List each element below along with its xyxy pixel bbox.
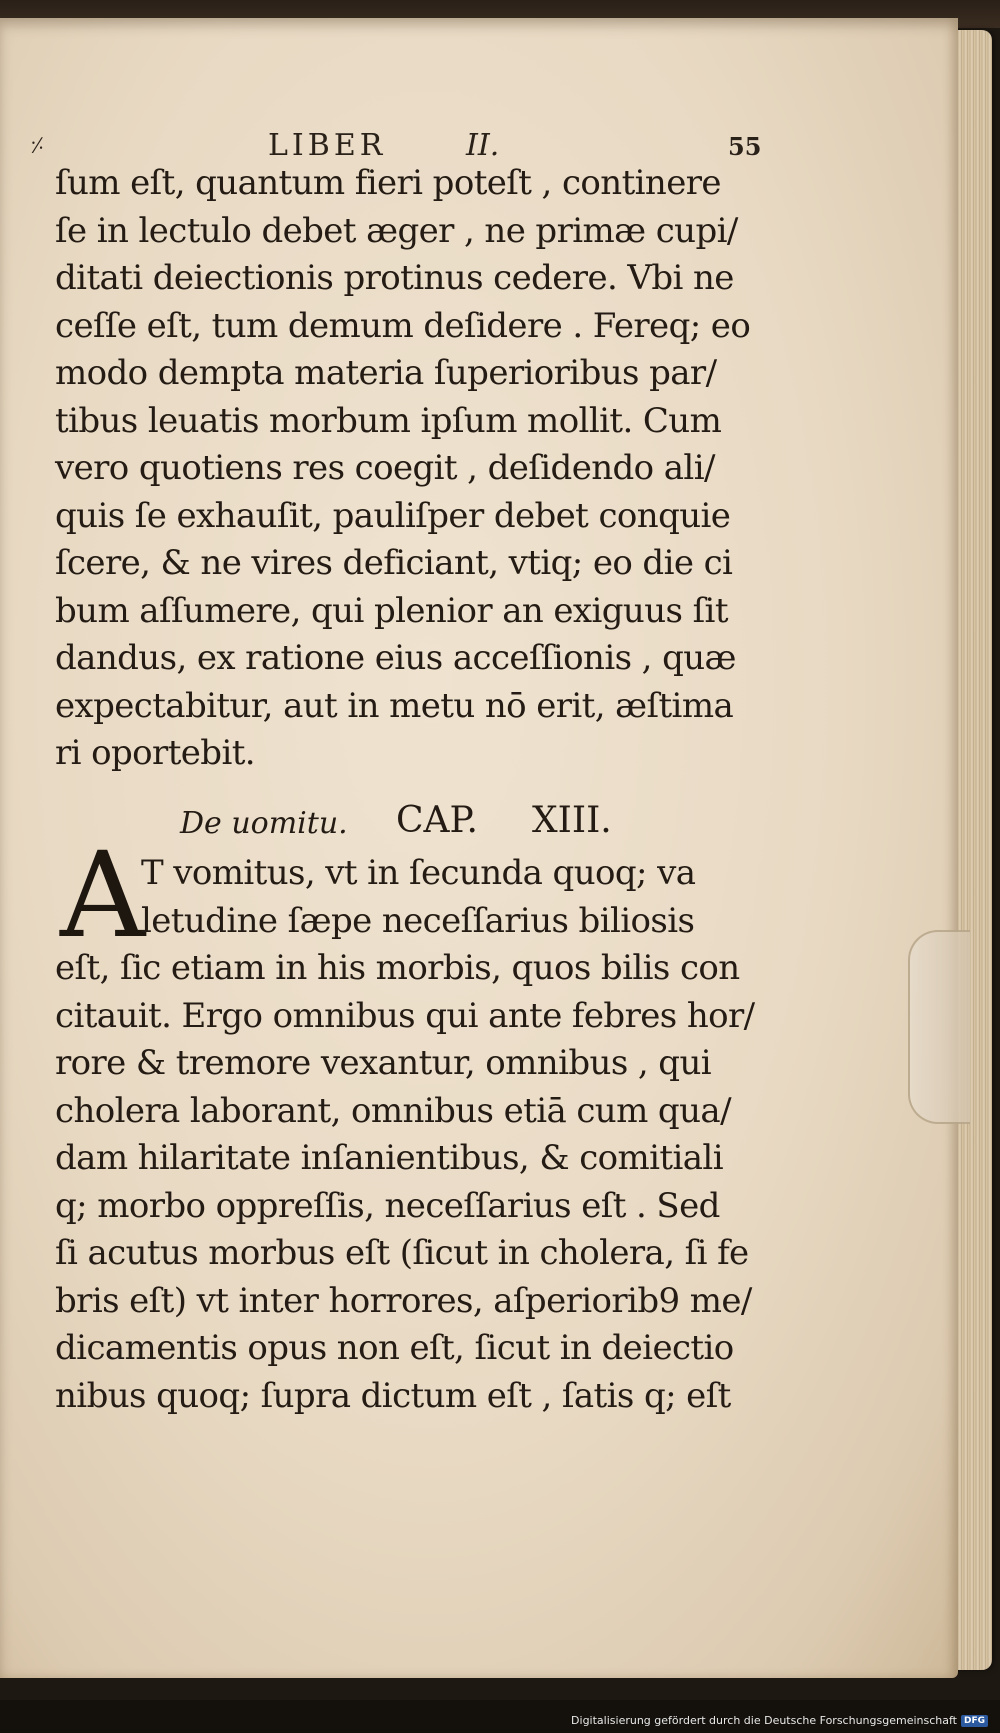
text-line: citauit. Ergo omnibus qui ante febres hor/ — [55, 995, 755, 1036]
drop-cap: A — [60, 826, 146, 964]
text-line: bris eſt) vt inter horrores, aſperiorib9 me/ — [55, 1280, 752, 1321]
running-title: LIBER — [268, 128, 387, 163]
text-line: expectabitur, aut in metu nō erit, æſtima — [55, 685, 734, 726]
text-line: rore & tremore vexantur, omnibus , qui — [55, 1043, 712, 1083]
text-line: dandus, ex ratione eius acceſſionis , quæ — [55, 638, 736, 678]
chapter-label: CAP. — [396, 800, 478, 841]
text-line: letudine ſæpe neceſſarius biliosis — [141, 900, 695, 941]
paragraph-1 — [55, 160, 765, 778]
header-mark: ⸓ — [30, 134, 45, 159]
page-tab — [908, 930, 970, 1124]
text-line: cholera laborant, omnibus etiā cum qua/ — [55, 1090, 731, 1131]
footer-bar — [0, 1700, 1000, 1733]
paragraph-2 — [55, 850, 765, 1420]
text-line: ſi acutus morbus eſt (ſicut in cholera, ſi fe — [55, 1233, 749, 1273]
digitization-credit — [571, 1714, 988, 1727]
text-line: bum aſſumere, qui plenior an exiguus ſit — [55, 590, 728, 631]
text-line: quis ſe exhauſit, pauliſper debet conquie — [55, 495, 731, 536]
chapter-topic: De uomitu. — [180, 806, 348, 841]
text-line: ſe in lectulo debet æger , ne primæ cupi/ — [55, 210, 738, 251]
dfg-logo: DFG — [961, 1715, 988, 1727]
folio-number: 55 — [728, 132, 762, 161]
text-line: ceſſe eſt, tum demum deſidere . Fereq; eo — [55, 305, 751, 346]
text-line: nibus quoq; ſupra dictum eſt , ſatis q; eſt — [55, 1375, 731, 1416]
text-line: vero quotiens res coegit , deſidendo ali/ — [55, 448, 715, 488]
credit-text: Digitalisierung gefördert durch die Deutsche Forschungsgemeinschaft — [571, 1714, 957, 1727]
text-line: ſum eſt, quantum fieri poteſt , continere — [55, 163, 721, 203]
text-line: ſcere, & ne vires deficiant, vtiq; eo die ci — [55, 543, 733, 583]
book-number: II. — [466, 128, 500, 163]
text-line: ditati deiectionis protinus cedere. Vbi ne — [55, 258, 734, 298]
text-line: eſt, ſic etiam in his morbis, quos bilis con — [55, 948, 740, 988]
chapter-heading — [180, 800, 780, 850]
text-line: q; morbo oppreſſis, neceſſarius eſt . Sed — [55, 1185, 720, 1226]
text-line: dicamentis opus non eſt, ſicut in deiectio — [55, 1328, 734, 1368]
text-line: ri oportebit. — [55, 733, 255, 773]
chapter-number: XIII. — [532, 800, 612, 841]
text-line: dam hilaritate inſanientibus, & comitiali — [55, 1138, 723, 1178]
text-line: tibus leuatis morbum ipſum mollit. Cum — [55, 400, 722, 441]
text-line: T vomitus, vt in ſecunda quoq; va — [141, 853, 696, 893]
text-line: modo dempta materia ſuperioribus par/ — [55, 353, 717, 393]
